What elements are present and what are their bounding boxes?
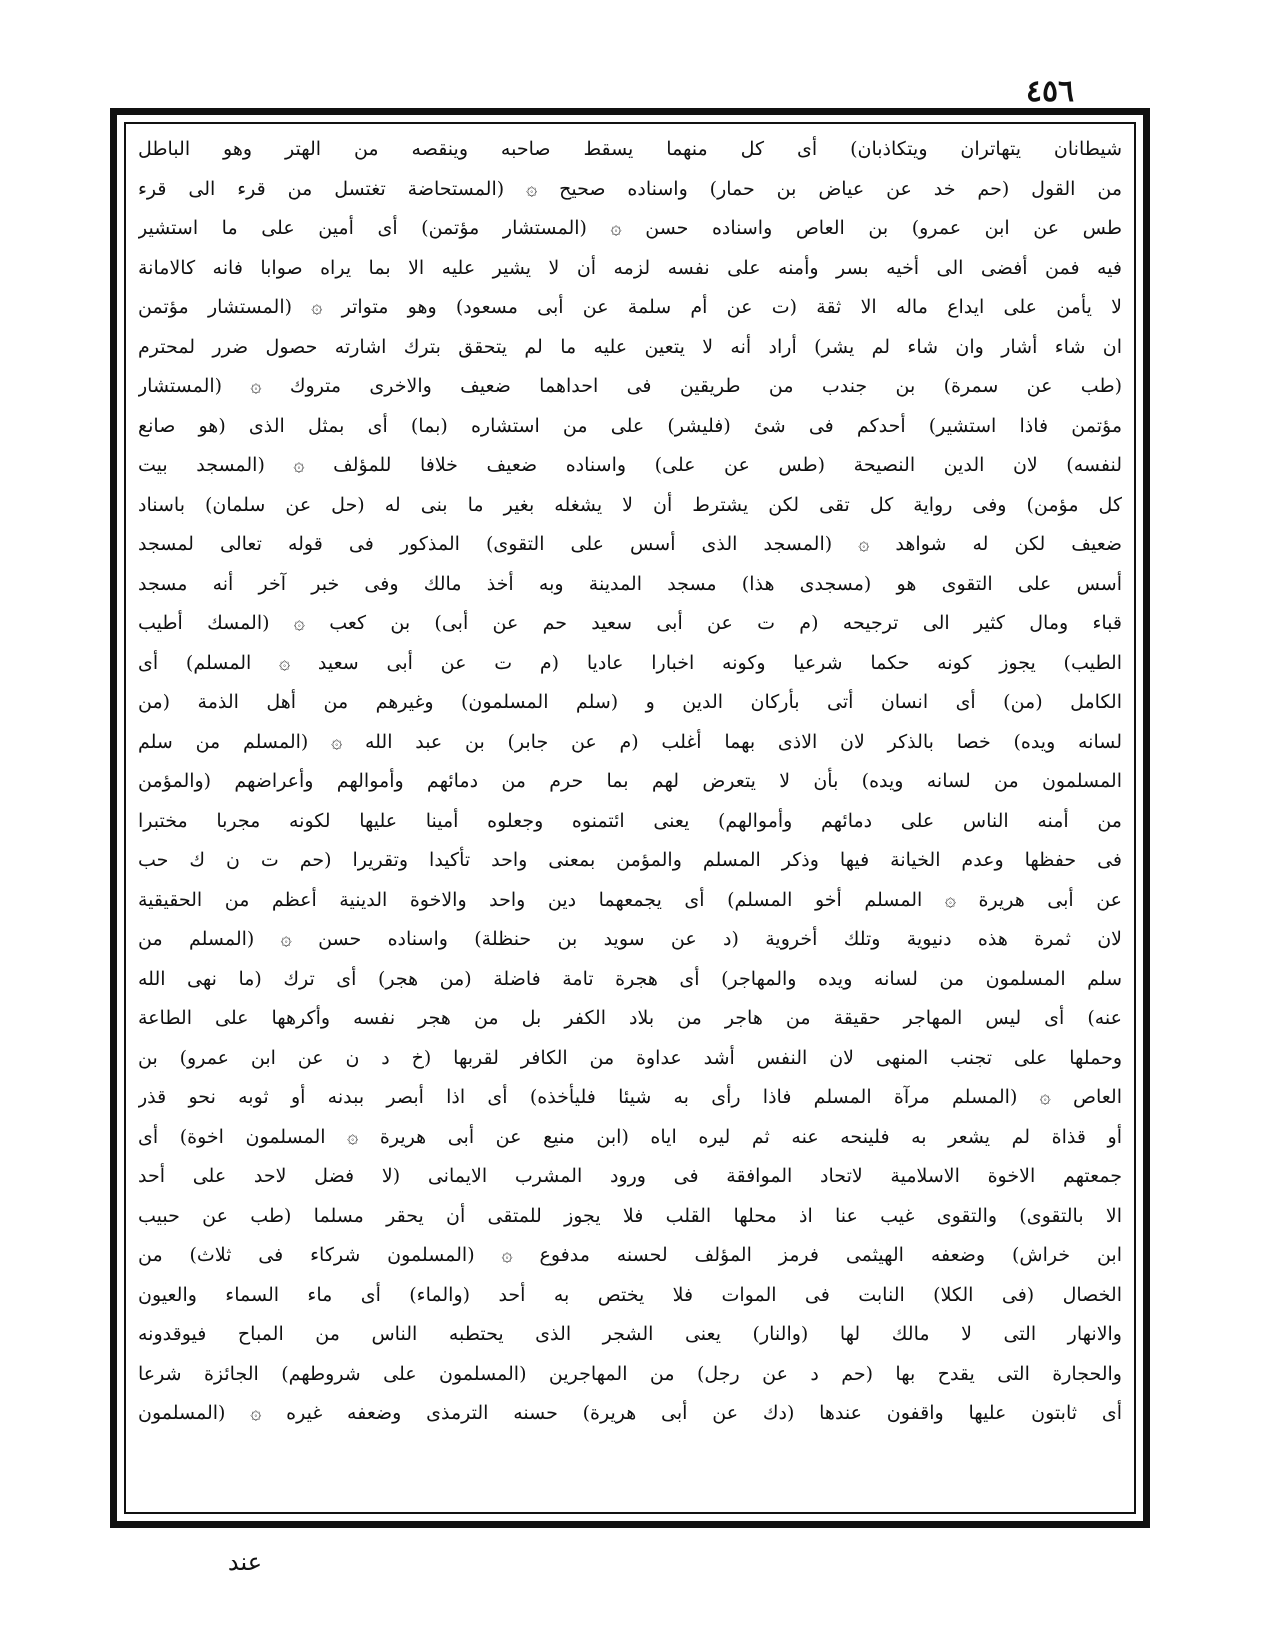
text-line: الا بالتقوى) والتقوى غيب عنا اذ محلها القلب فلا يجوز للمتقى أن يحقر مسلما (طب عن حبيب	[138, 1204, 1122, 1227]
page-number: ٤٥٦	[1025, 74, 1075, 109]
text-line: من القول (حم خد عن عياض بن حمار) واسناده صحيح ۞ (المستحاضة تغتسل من قرء الى قرء	[138, 177, 1122, 200]
text-line: المسلمون من لسانه ويده) بأن لا يتعرض لهم بما حرم من دمائهم وأموالهم وأعراضهم (والمؤمن	[138, 770, 1122, 792]
text-line: سلم المسلمون من لسانه ويده والمهاجر) أى هجرة تامة فاضلة (من هجر) أى ترك (ما نهى الله	[138, 967, 1122, 990]
text-line: وحملها على تجنب المنهى لان النفس أشد عداوة من الكافر لقربها (خ د ن عن ابن عمرو) بن	[138, 1046, 1122, 1069]
text-line: جمعتهم الاخوة الاسلامية لاتحاد الموافقة فى ورود المشرب الايمانى (لا فضل لاحد على أحد	[138, 1165, 1122, 1187]
text-line: طس عن ابن عمرو) بن العاص واسناده حسن ۞ (المستشار مؤتمن) أى أمين على ما استشير	[138, 217, 1122, 239]
text-line: العاص ۞ (المسلم مرآة المسلم فاذا رأى به شيئا فليأخذه) أى اذا أبصر ببدنه أو ثوبه نحو قذر	[138, 1086, 1122, 1108]
text-line: الكامل (من) أى انسان أتى بأركان الدين و (سلم المسلمون) وغيرهم من أهل الذمة (من	[138, 691, 1122, 713]
text-line: والانهار التى لا مالك لها (والنار) يعنى الشجر الذى يحتطبه الناس من المباح فيوقدونه	[138, 1323, 1122, 1345]
text-line: والحجارة التى يقدح بها (حم د عن رجل) من المهاجرين (المسلمون على شروطهم) الجائزة شرعا	[138, 1362, 1122, 1385]
text-line: ان شاء أشار وان شاء لم يشر) أراد أنه لا يتعين عليه ما لم يتحقق بترك اشارته حصول ضرر لمحترم	[138, 335, 1122, 358]
text-line: لا يأمن على ايداع ماله الا ثقة (ت عن أم سلمة عن أبى مسعود) وهو متواتر ۞ (المستشار مؤتمن	[138, 296, 1122, 318]
text-line: (طب عن سمرة) بن جندب من طريقين فى احداهما ضعيف والاخرى متروك ۞ (المستشار	[138, 375, 1122, 397]
text-line: لان ثمرة هذه دنيوية وتلك أخروية (د عن سويد بن حنظلة) واسناده حسن ۞ (المسلم من	[138, 928, 1122, 950]
text-line: فيه فمن أفضى الى أخيه بسر وأمنه على نفسه لزمه أن لا يشير عليه الا بما يراه صوابا فانه كالامانة	[138, 256, 1122, 279]
text-line: شيطانان يتهاتران ويتكاذبان) أى كل منهما يسقط صاحبه وينقصه من الهتر وهو الباطل	[138, 138, 1122, 160]
text-line: الخصال (فى الكلا) النابت فى الموات فلا يختص به أحد (والماء) أى ماء السماء والعيون	[138, 1283, 1122, 1306]
text-line: ضعيف لكن له شواهد ۞ (المسجد الذى أسس على التقوى) المذكور فى قوله تعالى لمسجد	[138, 533, 1122, 555]
text-line: كل مؤمن) وفى رواية كل تقى لكن يشترط أن لا يشغله بغير ما بنى له (حل عن سلمان) باسناد	[138, 493, 1122, 516]
text-line: الطيب) يجوز كونه حكما شرعيا وكونه اخبارا عاديا (م ت عن أبى سعيد ۞ المسلم) أى	[138, 651, 1122, 674]
text-line: أى ثابتون عليها واقفون عندها (دك عن أبى هريرة) حسنه الترمذى وضعفه غيره ۞ (المسلمون	[138, 1402, 1122, 1424]
text-line: عن أبى هريرة ۞ المسلم أخو المسلم) أى يجمعهما دين واحد والاخوة الدينية أعظم من الحقيقية	[138, 888, 1122, 911]
text-body	[138, 130, 1122, 1512]
text-line: لسانه ويده) خصا بالذكر لان الاذى بهما أغلب (م عن جابر) بن عبد الله ۞ (المسلم من سلم	[138, 730, 1122, 753]
text-line: من أمنه الناس على دمائهم وأموالهم) يعنى ائتمنوه وجعلوه أمينا عليها لكونه مجربا مختبرا	[138, 809, 1122, 832]
text-line: ابن خراش) وضعفه الهيثمى فرمز المؤلف لحسنه مدفوع ۞ (المسلمون شركاء فى ثلاث) من	[138, 1244, 1122, 1266]
text-line: فى حفظها وعدم الخيانة فيها وذكر المسلم والمؤمن بمعنى واحد تأكيدا وتقريرا (حم ت ن ك حب	[138, 849, 1122, 871]
catchword: عند	[227, 1548, 263, 1576]
text-line: أسس على التقوى هو (مسجدى هذا) مسجد المدينة وبه أخذ مالك وفى خبر آخر أنه مسجد	[138, 572, 1122, 595]
text-line: مؤتمن فاذا استشير) أحدكم فى شئ (فليشر) على من استشاره (بما) أى بمثل الذى (هو صانع	[138, 414, 1122, 437]
text-line: عنه) أى ليس المهاجر حقيقة من هاجر من بلاد الكفر بل من هجر نفسه وأكرهها على الطاعة	[138, 1007, 1122, 1029]
text-line: قباء ومال كثير الى ترجيحه (م ت عن أبى سعيد حم عن أبى) بن كعب ۞ (المسك أطيب	[138, 612, 1122, 634]
text-line: أو قذاة لم يشعر به فلينحه عنه ثم ليره اياه (ابن منيع عن أبى هريرة ۞ المسلمون اخوة) أى	[138, 1125, 1122, 1148]
page-frame-inner	[124, 122, 1136, 1514]
text-line: لنفسه) لان الدين النصيحة (طس عن على) واسناده ضعيف خلافا للمؤلف ۞ (المسجد بيت	[138, 454, 1122, 476]
